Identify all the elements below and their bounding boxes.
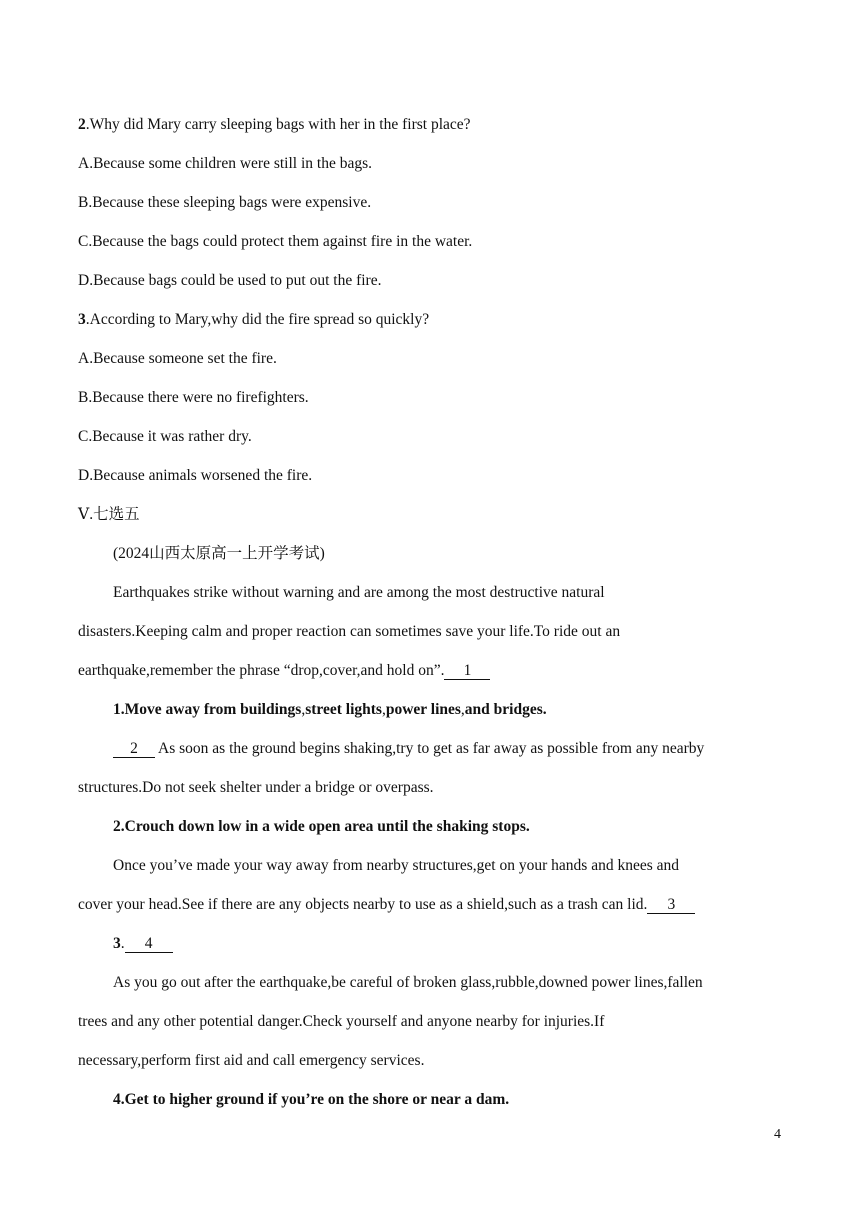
question-2-number: 2	[78, 116, 86, 133]
question-2-option-d: D.Because bags could be used to put out the fire.	[78, 272, 382, 289]
passage-paragraph-2-line-2: structures.Do not seek shelter under a bridge or overpass.	[78, 779, 434, 796]
question-2-option-b: B.Because these sleeping bags were expensive.	[78, 194, 372, 211]
passage-paragraph-1-line-1: Earthquakes strike without warning and are among the most destructive natural	[113, 584, 605, 601]
passage-paragraph-2-line-1	[113, 739, 704, 759]
question-3-option-a: A.Because someone set the fire.	[78, 350, 277, 367]
subheading-1-sep-3: ,	[460, 701, 465, 718]
subheading-4: 4.Get to higher ground if you’re on the shore or near a dam.	[113, 1091, 510, 1108]
page-number: 4	[774, 1127, 781, 1142]
passage-paragraph-4-line-2: trees and any other potential danger.Check yourself and anyone nearby for injuries.If	[78, 1013, 605, 1030]
subheading-2: 2.Crouch down low in a wide open area until the shaking stops.	[113, 818, 530, 835]
passage-paragraph-4-line-3: necessary,perform first aid and call emergency services.	[78, 1052, 425, 1069]
subheading-1-part-3: power lines	[385, 701, 461, 718]
question-2-stem	[78, 115, 471, 135]
passage-paragraph-1-line-3	[78, 661, 490, 681]
section-source: (2024山西太原高一上开学考试)	[113, 545, 325, 562]
blank-3: 3	[647, 896, 695, 914]
passage-paragraph-2-line-1-text: As soon as the ground begins shaking,try to get as far away as possible from any nearby	[158, 740, 705, 757]
passage-paragraph-1-line-3-text: earthquake,remember the phrase “drop,cover,and hold on”.	[78, 662, 445, 679]
question-3-number: 3	[78, 311, 86, 328]
question-2-option-c: C.Because the bags could protect them against fire in the water.	[78, 233, 473, 250]
question-2-option-a: A.Because some children were still in the bags.	[78, 155, 372, 172]
passage-paragraph-4-line-1: As you go out after the earthquake,be careful of broken glass,rubble,downed power lines,fallen	[113, 974, 703, 991]
subheading-1-part-1: Move away from buildings	[124, 701, 302, 718]
passage-paragraph-3-line-1: Once you’ve made your way away from nearby structures,get on your hands and knees and	[113, 857, 679, 874]
passage-paragraph-3-line-2	[78, 895, 695, 915]
subheading-3-dot: .	[120, 935, 125, 952]
passage-paragraph-1-line-2: disasters.Keeping calm and proper reaction can sometimes save your life.To ride out an	[78, 623, 621, 640]
subheading-1-part-2: street lights	[305, 701, 382, 718]
question-3-option-c: C.Because it was rather dry.	[78, 428, 252, 445]
subheading-3	[113, 934, 173, 954]
blank-1: 1	[444, 662, 490, 680]
subheading-1-sep-2: ,	[381, 701, 386, 718]
passage-paragraph-3-line-2-text: cover your head.See if there are any objects nearby to use as a shield,such as a trash can lid.	[78, 896, 648, 913]
question-3-option-b: B.Because there were no firefighters.	[78, 389, 309, 406]
question-3-text: .According to Mary,why did the fire spread so quickly?	[85, 311, 430, 328]
blank-2: 2	[113, 740, 155, 758]
blank-4: 4	[125, 935, 173, 953]
subheading-1-part-4: and bridges.	[464, 701, 547, 718]
subheading-1	[113, 700, 547, 720]
section-heading: Ⅴ.七选五	[78, 506, 140, 523]
question-3-option-d: D.Because animals worsened the fire.	[78, 467, 313, 484]
subheading-1-sep-1: ,	[301, 701, 306, 718]
question-2-text: .Why did Mary carry sleeping bags with her in the first place?	[85, 116, 471, 133]
subheading-1-number: 1.	[113, 701, 125, 718]
question-3-stem	[78, 310, 429, 330]
subheading-3-number: 3	[113, 935, 121, 952]
